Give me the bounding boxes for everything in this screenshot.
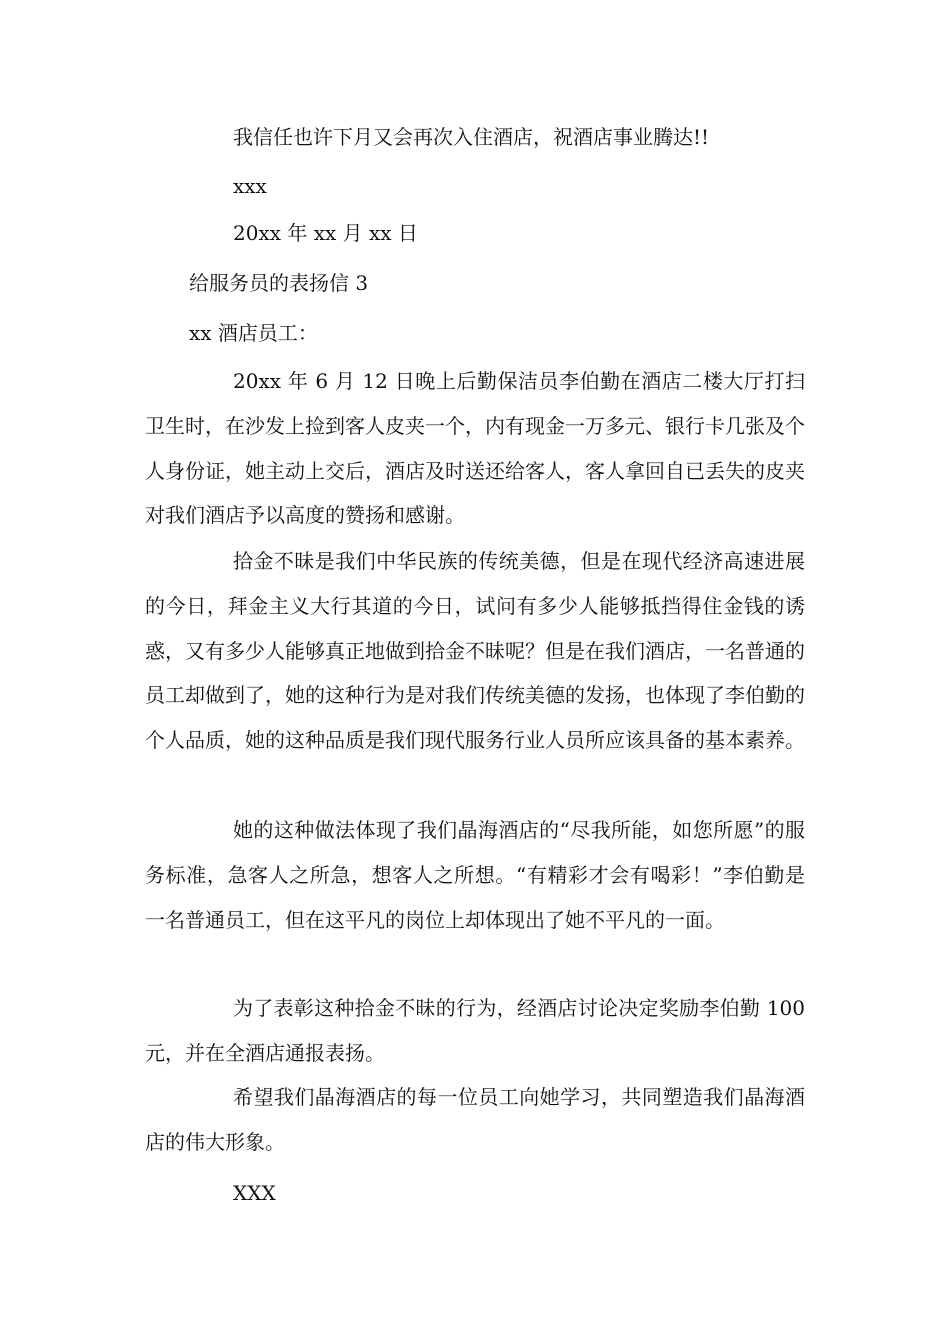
- closing-date: 20xx 年 xx 月 xx 日: [233, 221, 418, 245]
- body-paragraph-5: 希望我们晶海酒店的每一位员工向她学习，共同塑造我们晶海酒店的伟大形象。: [145, 1085, 805, 1154]
- letter-title: 给服务员的表扬信 3: [189, 271, 369, 295]
- body-paragraph-3: 她的这种做法体现了我们晶海酒店的“尽我所能，如您所愿”的服务标准，急客人之所急，想客人之所想。“有精彩才会有喝彩！”李伯勤是一名普通员工，但在这平凡的岗位上却体现出了她不平凡的一面。: [145, 818, 805, 932]
- letter-signature: XXX: [233, 1181, 276, 1205]
- closing-wish: 我信任也许下月又会再次入住酒店，祝酒店事业腾达!!: [233, 125, 710, 149]
- letter-salutation: xx 酒店员工：: [189, 321, 318, 345]
- body-paragraph-4: 为了表彰这种拾金不昧的行为，经酒店讨论决定奖励李伯勤 100 元，并在全酒店通报表扬。: [145, 996, 805, 1065]
- body-paragraph-1: 20xx 年 6 月 12 日晚上后勤保洁员李伯勤在酒店二楼大厅打扫卫生时，在沙发上捡到客人皮夹一个，内有现金一万多元、银行卡几张及个人身份证，她主动上交后，酒店及时送还给客人，客人拿回自已丢失的皮夹对我们酒店予以高度的赞扬和感谢。: [145, 369, 805, 528]
- closing-signature: xxx: [233, 174, 267, 198]
- body-paragraph-2: 拾金不昧是我们中华民族的传统美德，但是在现代经济高速进展的今日，拜金主义大行其道的今日，试问有多少人能够抵挡得住金钱的诱惑，又有多少人能够真正地做到拾金不昧呢？但是在我们酒店，一名普通的员工却做到了，她的这种行为是对我们传统美德的发扬，也体现了李伯勤的个人品质，她的这种品质是我们现代服务行业人员所应该具备的基本素养。: [145, 549, 805, 753]
